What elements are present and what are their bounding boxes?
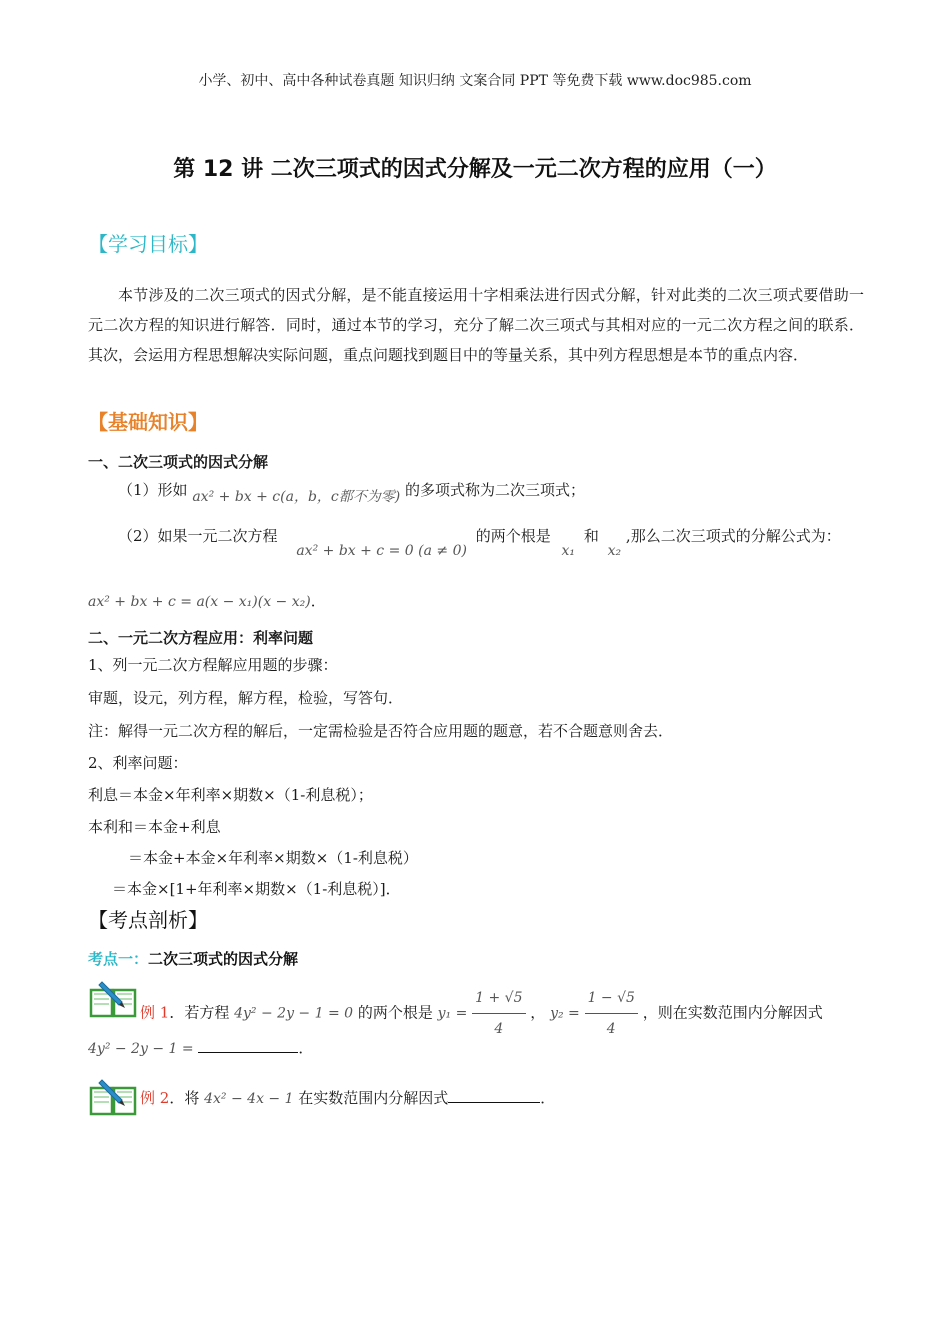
item2-line: [118, 521, 841, 559]
example-2-expression: 4x² − 4x − 1: [204, 1091, 294, 1107]
book-pen-icon: [88, 1076, 138, 1118]
kd-label: 考点一：: [88, 950, 149, 968]
book-pen-icon: [88, 978, 138, 1020]
basics-heading: 【基础知识】: [88, 410, 208, 434]
item1-line: [118, 475, 585, 506]
item1-prefix: （1）形如: [118, 481, 188, 499]
example-1-label: 例 1: [140, 1003, 170, 1022]
y1-numerator: 1 + √5: [472, 983, 525, 1014]
item2-x1: x₁: [561, 543, 576, 559]
example-1-line-2: [88, 1033, 313, 1064]
interest-formula-2: 本利和＝本金+利息: [88, 818, 221, 836]
learning-goals-heading: 【学习目标】: [88, 232, 208, 256]
item2-math: ax² + bx + c = 0 (a ≠ 0): [296, 543, 467, 559]
example-2-text1: ．将: [169, 1089, 200, 1107]
example-2-answer-blank[interactable]: [448, 1088, 540, 1103]
site-header: 小学、初中、高中各种试卷真题 知识归纳 文案合同 PPT 等免费下载 www.doc985.com: [198, 73, 752, 89]
example-1-text1: ．若方程: [169, 1003, 230, 1022]
steps-note: 注：解得一元二次方程的解后，一定需检验是否符合应用题的题意，若不合题意则舍去．: [88, 722, 674, 740]
item2-prefix: （2）如果一元二次方程: [118, 527, 278, 545]
interest-formula-1: 利息＝本金×年利率×期数×（1-利息税）；: [88, 786, 373, 804]
y2-denominator: 4: [606, 1021, 616, 1037]
example-1-equation: 4y² − 2y − 1 = 0: [234, 1005, 354, 1022]
example-1-y1-fraction: [472, 983, 525, 1044]
example-1-end: ．: [298, 1039, 314, 1057]
y1-denominator: 4: [494, 1021, 504, 1037]
part2-heading: 二、一元二次方程应用：利率问题: [88, 629, 314, 647]
factor-formula: ax² + bx + c = a(x − x₁)(x − x₂): [88, 594, 311, 610]
item2-and: 和: [583, 527, 599, 545]
example-2-line: [140, 1083, 555, 1114]
item1-suffix: 的多项式称为二次三项式；: [405, 481, 586, 499]
interest-formula-4: ＝本金×[1+年利率×期数×（1-利息税）]．: [112, 880, 401, 898]
example-1-y2-fraction: [585, 983, 638, 1044]
example-1-expression: 4y² − 2y − 1 =: [88, 1041, 194, 1057]
learning-goals-paragraph: 本节涉及的二次三项式的因式分解，是不能直接运用十字相乘法进行因式分解，针对此类的二次三项式要借助一元二次方程的知识进行解答．同时，通过本节的学习，充分了解二次三项式与其相对应的一元二次方程之间的联系．其次，会运用方程思想解决实际问题，重点问题找到题目中的等量关系，其中列方程思想是本节的重点内容．: [88, 286, 864, 364]
example-2-end: ．: [540, 1089, 556, 1107]
example-1-text2: 的两个根是: [357, 1003, 433, 1022]
item2-mid: 的两个根是: [475, 527, 551, 545]
interest-formula-3: ＝本金+本金×年利率×期数×（1-利息税）: [128, 849, 418, 867]
example-1-answer-blank[interactable]: [198, 1038, 298, 1053]
y2-numerator: 1 − √5: [585, 983, 638, 1014]
example-1-y2: y₂ =: [550, 1005, 580, 1022]
item2-suffix: ,那么二次三项式的分解公式为：: [625, 527, 841, 545]
example-2-text2: 在实数范围内分解因式: [298, 1089, 449, 1107]
item2-x2: x₂: [607, 543, 622, 559]
steps-heading: 1、列一元二次方程解应用题的步骤：: [88, 656, 338, 674]
knowledge-point-1: [88, 948, 298, 969]
factor-formula-line: [88, 586, 326, 617]
kd-title: 二次三项式的因式分解: [148, 950, 299, 968]
steps-list: 审题，设元，列方程，解方程，检验，写答句．: [88, 689, 404, 707]
example-1-comma: ，: [530, 1003, 546, 1022]
example-2-label: 例 2: [140, 1089, 170, 1107]
part1-heading: 一、二次三项式的因式分解: [88, 453, 269, 471]
page-title: 第 12 讲 二次三项式的因式分解及一元二次方程的应用（一）: [173, 157, 777, 182]
item1-math: ax² + bx + c(a，b，c都不为零): [192, 489, 401, 505]
factor-formula-end: ．: [310, 592, 326, 610]
example-1-y1: y₁ =: [437, 1005, 468, 1022]
example-1-text3: ，则在实数范围内分解因式: [642, 1003, 823, 1022]
interest-heading: 2、利率问题：: [88, 754, 188, 772]
analysis-heading: 【考点剖析】: [88, 908, 208, 932]
